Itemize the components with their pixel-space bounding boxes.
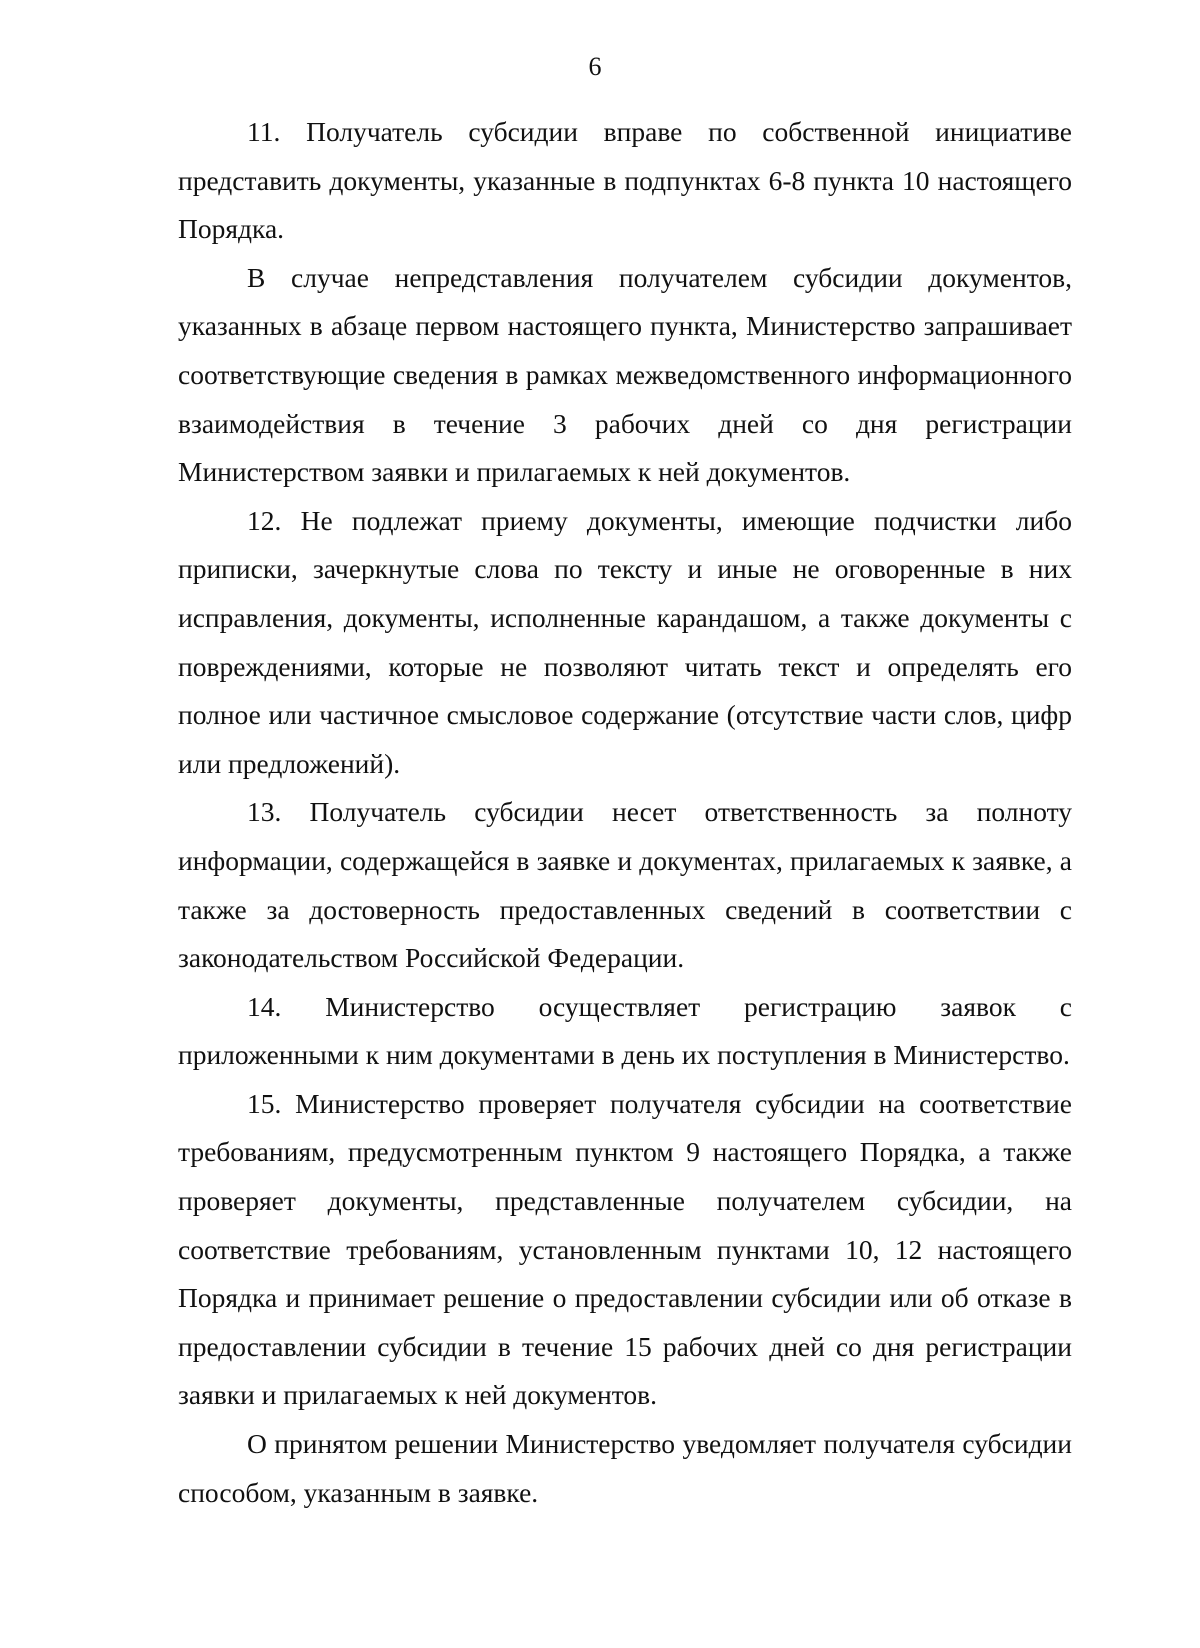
- paragraph-12: 12. Не подлежат приему документы, имеющие подчистки либо приписки, зачеркнутые слова по тексту и иные не оговоренные в них исправления, документы, исполненные карандашом, а также документы с повреждениями, которые не позволяют читать текст и определять его полное или частичное смысловое содержание (отсутствие части слов, цифр или предложений).: [178, 504, 1072, 779]
- document-body: [178, 108, 1072, 1517]
- paragraph-11: 11. Получатель субсидии вправе по собственной инициативе представить документы, указанные в подпунктах 6-8 пункта 10 настоящего Порядка.: [178, 116, 1072, 245]
- paragraph-14: 14. Министерство осуществляет регистрацию заявок с приложенными к ним документами в день их поступления в Министерство.: [178, 990, 1072, 1071]
- page-number: 6: [588, 52, 602, 81]
- paragraph-15-second: О принятом решении Министерство уведомляет получателя субсидии способом, указанным в заявке.: [178, 1428, 1072, 1508]
- paragraph-13: 13. Получатель субсидии несет ответственность за полноту информации, содержащейся в заявке и документах, прилагаемых к заявке, а также за достоверность предоставленных сведений в соответствии с законодательством Российской Федерации.: [178, 796, 1072, 974]
- paragraph-15: 15. Министерство проверяет получателя субсидии на соответствие требованиям, предусмотренным пунктом 9 настоящего Порядка, а также проверяет документы, представленные получателем субсидии, на соответствие требованиям, установленным пунктами 10, 12 настоящего Порядка и принимает решение о предоставлении субсидии или об отказе в предоставлении субсидии в течение 15 рабочих дней со дня регистрации заявки и прилагаемых к ней документов.: [178, 1087, 1072, 1411]
- paragraph-11-second: В случае непредставления получателем субсидии документов, указанных в абзаце первом настоящего пункта, Министерство запрашивает соответствующие сведения в рамках межведомственного информационного взаимодействия в течение 3 рабочих дней со дня регистрации Министерством заявки и прилагаемых к ней документов.: [178, 261, 1072, 488]
